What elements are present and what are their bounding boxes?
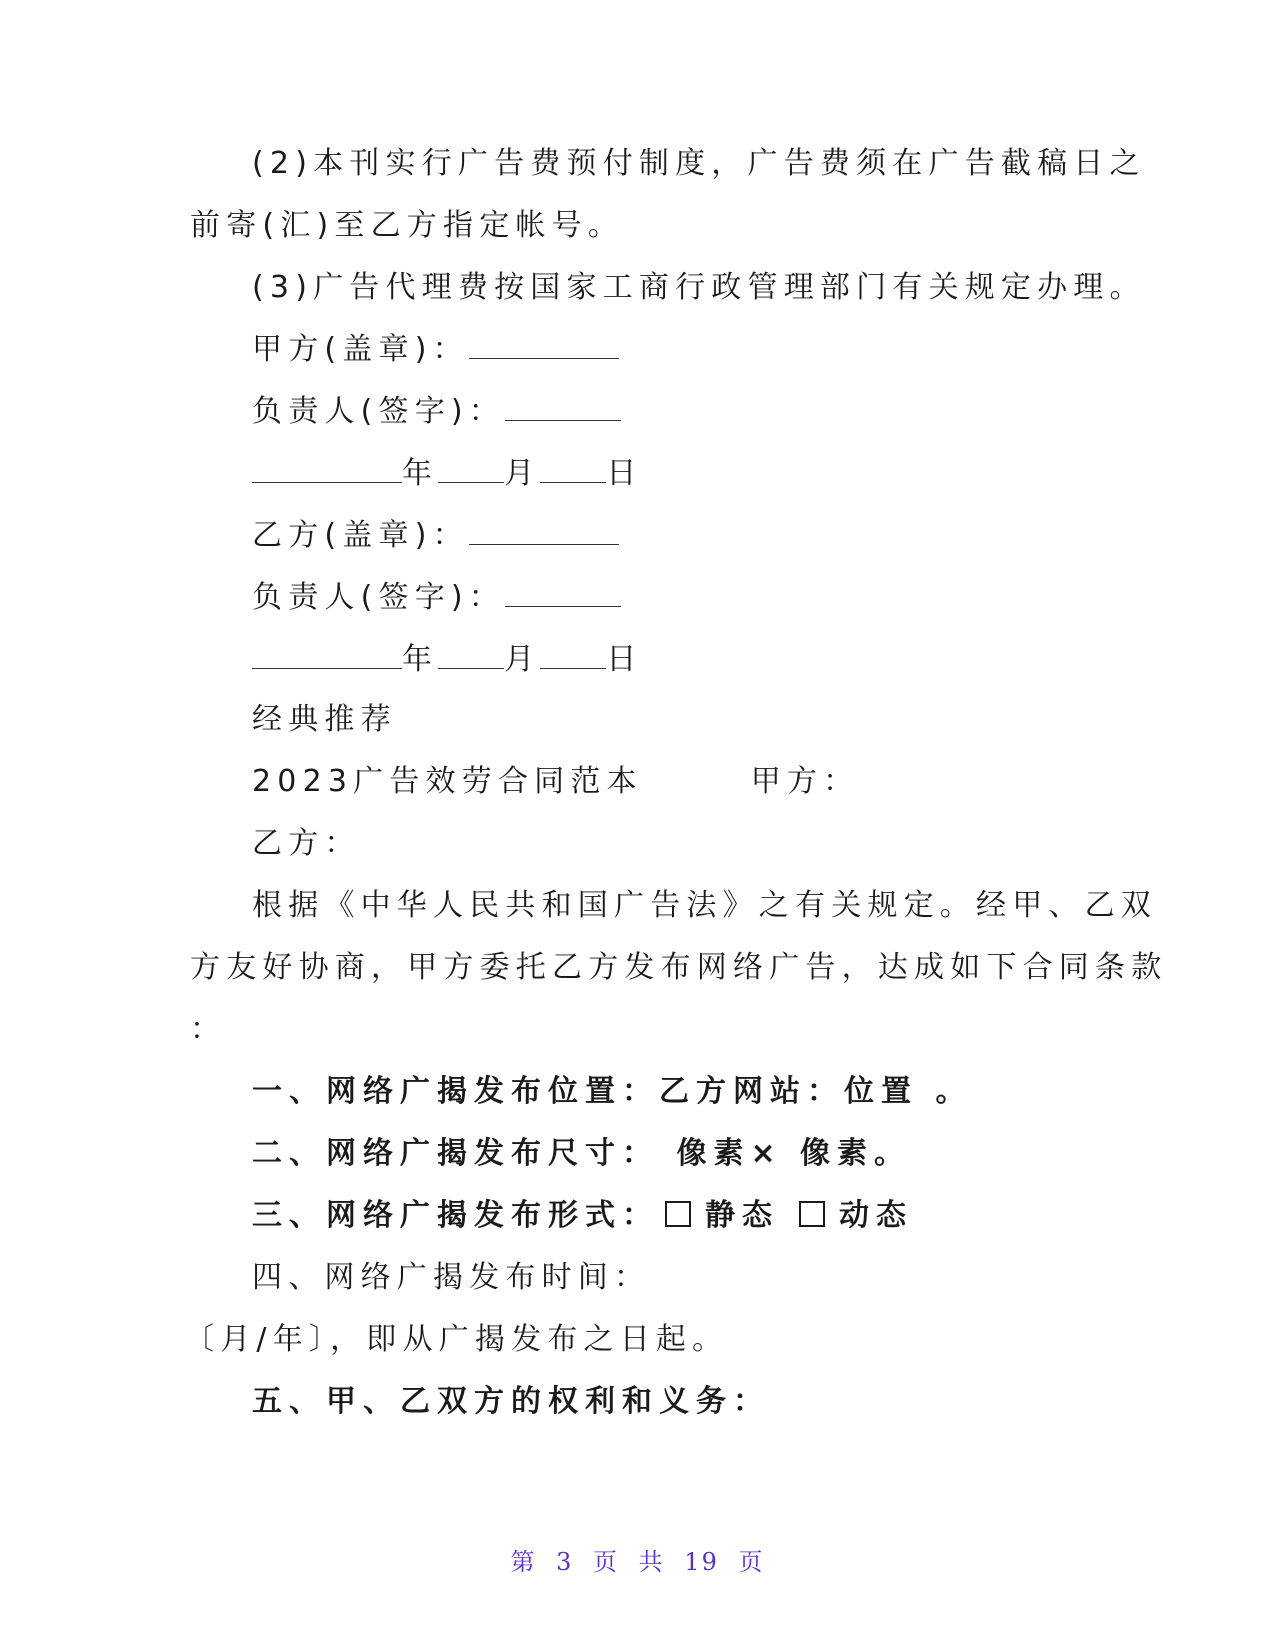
item-3-format-row: [252, 1196, 913, 1236]
party-a-label: 甲方：: [750, 764, 860, 799]
party-b-person-label: 负责人(签字)：: [252, 580, 506, 615]
item-3-label: 三、网络广揭发布形式：: [252, 1198, 659, 1233]
party-b-seal-blank: [469, 516, 619, 545]
contract-title: 2023广告效劳合同范本: [252, 764, 643, 799]
party-a-date-row: [252, 454, 643, 494]
intro-line-1: 根据《中华人民共和国广告法》之有关规定。经甲、乙双: [252, 888, 1157, 923]
party-a-seal-blank: [469, 330, 619, 359]
clause-2-line-2: 前寄(汇)至乙方指定帐号。: [190, 208, 625, 243]
item-5-rights: 五、甲、乙双方的权利和义务：: [252, 1384, 770, 1419]
year-blank: [252, 640, 402, 669]
dynamic-checkbox[interactable]: [799, 1201, 825, 1227]
party-b-seal-row: [252, 516, 619, 556]
party-a-seal-row: [252, 330, 619, 370]
dynamic-option-label: 动态: [839, 1198, 913, 1233]
month-label: 月: [504, 642, 541, 677]
day-label: 日: [606, 642, 643, 677]
day-blank: [540, 454, 606, 483]
party-a-person-row: [252, 392, 621, 432]
party-b-person-row: [252, 578, 621, 618]
party-a-person-label: 负责人(签字)：: [252, 394, 506, 429]
year-label: 年: [402, 456, 439, 491]
party-a-person-blank: [505, 392, 621, 421]
static-checkbox[interactable]: [665, 1201, 691, 1227]
party-a-seal-label: 甲方(盖章)：: [252, 332, 469, 367]
party-b-label: 乙方：: [252, 826, 361, 861]
item-2-size: 二、网络广揭发布尺寸： 像素× 像素。: [252, 1136, 912, 1171]
day-blank: [540, 640, 606, 669]
page-number-footer: 第 3 页 共 19 页: [510, 1548, 765, 1576]
year-blank: [252, 454, 402, 483]
day-label: 日: [606, 456, 643, 491]
clause-2-line-1: (2)本刊实行广告费预付制度，广告费须在广告截稿日之: [252, 146, 1146, 181]
intro-line-2: 方友好协商，甲方委托乙方发布网络广告，达成如下合同条款: [190, 950, 1168, 985]
party-b-person-blank: [505, 578, 621, 607]
month-blank: [438, 454, 504, 483]
month-blank: [438, 640, 504, 669]
item-4-continuation: 〔月/年〕，即从广揭发布之日起。: [184, 1322, 729, 1357]
item-1-location: 一、网络广揭发布位置：乙方网站：位置 。: [252, 1074, 973, 1109]
recommend-heading: 经典推荐: [252, 702, 397, 737]
month-label: 月: [504, 456, 541, 491]
party-b-seal-label: 乙方(盖章)：: [252, 518, 469, 553]
party-b-date-row: [252, 640, 643, 680]
item-4-time: 四、网络广揭发布时间：: [252, 1260, 651, 1295]
intro-line-3: ：: [190, 1012, 227, 1047]
contract-title-row: [252, 762, 859, 802]
static-option-label: 静态: [705, 1198, 779, 1233]
clause-3: (3)广告代理费按国家工商行政管理部门有关规定办理。: [252, 270, 1146, 305]
year-label: 年: [402, 642, 439, 677]
